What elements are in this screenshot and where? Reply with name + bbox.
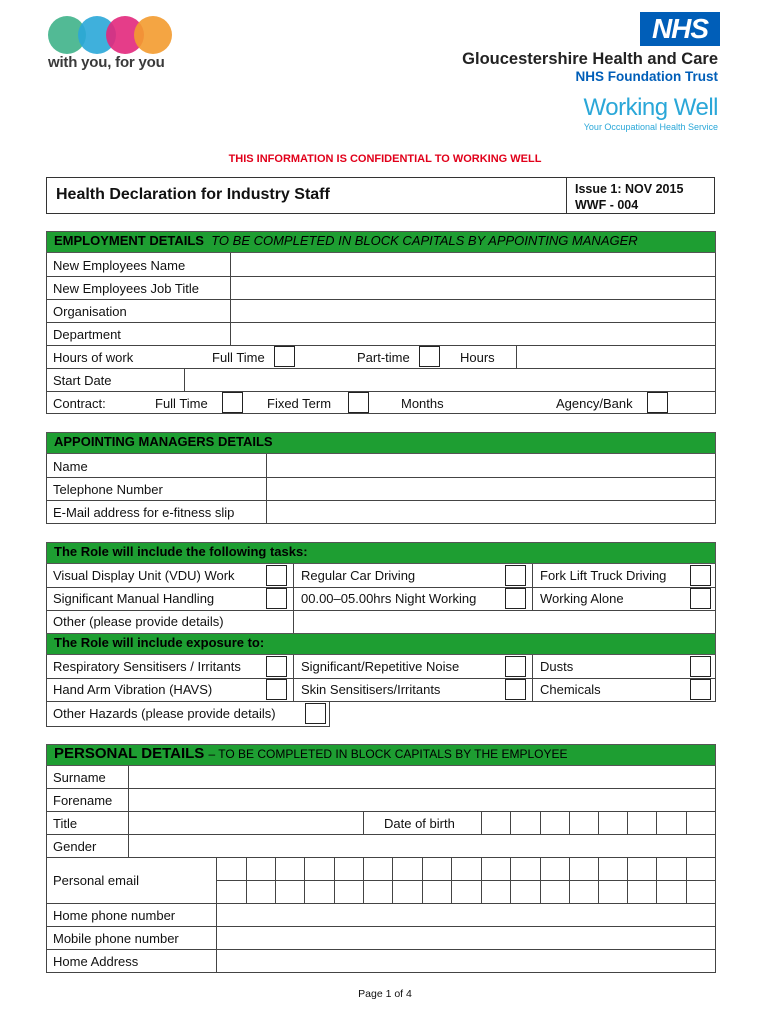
other-hazards-label: Other Hazards (please provide details): [53, 706, 276, 721]
personal-email-field[interactable]: [217, 858, 715, 903]
fixed-term-label: Fixed Term: [267, 396, 332, 411]
forklift-checkbox[interactable]: [690, 565, 711, 586]
other-tasks-label: Other (please provide details): [53, 614, 224, 629]
fixed-term-checkbox[interactable]: [348, 392, 369, 413]
hours-label: Hours: [460, 350, 495, 365]
noise-checkbox[interactable]: [505, 656, 526, 677]
dusts-label: Dusts: [540, 659, 574, 674]
manager-heading: APPOINTING MANAGERS DETAILS: [46, 432, 716, 454]
home-phone-field[interactable]: [217, 904, 715, 926]
home-address-label: Home Address: [53, 954, 139, 969]
months-label: Months: [401, 396, 444, 411]
new-employee-name-label: New Employees Name: [53, 258, 186, 273]
working-alone-label: Working Alone: [540, 591, 624, 606]
dob-field[interactable]: [482, 812, 715, 834]
skin-checkbox[interactable]: [505, 679, 526, 700]
manager-name-label: Name: [53, 459, 88, 474]
page-number: Page 1 of 4: [358, 988, 412, 1000]
forklift-label: Fork Lift Truck Driving: [540, 568, 667, 583]
vdu-checkbox[interactable]: [266, 565, 287, 586]
personal-heading: PERSONAL DETAILS – TO BE COMPLETED IN BLOCK CAPITALS BY THE EMPLOYEE: [46, 744, 716, 766]
manager-name-field[interactable]: [267, 455, 715, 477]
organisation-label: Organisation: [53, 304, 127, 319]
manual-handling-checkbox[interactable]: [266, 588, 287, 609]
job-title-field[interactable]: [231, 277, 715, 299]
home-phone-label: Home phone number: [53, 908, 176, 923]
surname-label: Surname: [53, 770, 106, 785]
org-name: Gloucestershire Health and Care: [462, 50, 718, 68]
hours-of-work-label: Hours of work: [53, 350, 134, 365]
night-working-label: 00.00–05.00hrs Night Working: [301, 591, 477, 606]
other-tasks-field[interactable]: [294, 611, 715, 633]
form-code: WWF - 004: [575, 198, 639, 212]
department-field[interactable]: [231, 323, 715, 345]
new-employee-name-field[interactable]: [231, 254, 715, 276]
vdu-label: Visual Display Unit (VDU) Work: [53, 568, 235, 583]
contract-full-time-checkbox[interactable]: [222, 392, 243, 413]
skin-label: Skin Sensitisers/Irritants: [301, 682, 441, 697]
forename-field[interactable]: [129, 789, 715, 811]
working-alone-checkbox[interactable]: [690, 588, 711, 609]
full-time-label: Full Time: [212, 350, 265, 365]
role-exposure-heading: The Role will include exposure to:: [46, 633, 716, 655]
form-title-box: [46, 177, 715, 214]
manual-handling-label: Significant Manual Handling: [53, 591, 215, 606]
manager-email-label: E-Mail address for e-fitness slip: [53, 505, 235, 520]
service-subtitle: Your Occupational Health Service: [583, 122, 718, 132]
issue-date: Issue 1: NOV 2015: [575, 182, 684, 196]
logo-circle-orange: [134, 16, 172, 54]
contract-label: Contract:: [53, 396, 106, 411]
confidential-notice: THIS INFORMATION IS CONFIDENTIAL TO WORKING WELL: [228, 153, 542, 165]
job-title-label: New Employees Job Title: [53, 281, 199, 296]
home-address-field[interactable]: [217, 950, 715, 972]
org-trust: NHS Foundation Trust: [575, 69, 718, 84]
organisation-field[interactable]: [231, 300, 715, 322]
logo-tagline: with you, for you: [48, 54, 165, 71]
chemicals-checkbox[interactable]: [690, 679, 711, 700]
start-date-field[interactable]: [185, 369, 715, 391]
dusts-checkbox[interactable]: [690, 656, 711, 677]
personal-email-label: Personal email: [53, 873, 139, 888]
noise-label: Significant/Repetitive Noise: [301, 659, 460, 674]
surname-field[interactable]: [129, 767, 715, 788]
agency-bank-checkbox[interactable]: [647, 392, 668, 413]
manager-phone-label: Telephone Number: [53, 482, 163, 497]
nhs-logo: NHS: [640, 12, 720, 46]
start-date-label: Start Date: [53, 373, 112, 388]
chemicals-label: Chemicals: [540, 682, 601, 697]
night-working-checkbox[interactable]: [505, 588, 526, 609]
manager-phone-field[interactable]: [267, 478, 715, 500]
part-time-label: Part-time: [357, 350, 410, 365]
department-label: Department: [53, 327, 121, 342]
title-label: Title: [53, 816, 78, 831]
respiratory-checkbox[interactable]: [266, 656, 287, 677]
dob-label: Date of birth: [384, 816, 455, 831]
car-driving-checkbox[interactable]: [505, 565, 526, 586]
contract-full-time-label: Full Time: [155, 396, 208, 411]
gender-field[interactable]: [129, 835, 715, 857]
havs-checkbox[interactable]: [266, 679, 287, 700]
form-issue: [575, 181, 683, 213]
employment-heading: EMPLOYMENT DETAILS TO BE COMPLETED IN BLOCK CAPITALS BY APPOINTING MANAGER: [46, 231, 716, 253]
form-title: Health Declaration for Industry Staff: [56, 186, 330, 203]
car-driving-label: Regular Car Driving: [301, 568, 416, 583]
respiratory-label: Respiratory Sensitisers / Irritants: [53, 659, 241, 674]
title-field[interactable]: [129, 812, 363, 834]
other-hazards-checkbox[interactable]: [305, 703, 326, 724]
agency-bank-label: Agency/Bank: [556, 396, 633, 411]
hours-field[interactable]: [517, 346, 715, 368]
manager-email-field[interactable]: [267, 501, 715, 523]
mobile-field[interactable]: [217, 927, 715, 949]
full-time-checkbox[interactable]: [274, 346, 295, 367]
service-logo: Working Well: [583, 94, 718, 121]
forename-label: Forename: [53, 793, 113, 808]
mobile-label: Mobile phone number: [53, 931, 179, 946]
role-tasks-heading: The Role will include the following tasks:: [46, 542, 716, 564]
havs-label: Hand Arm Vibration (HAVS): [53, 682, 213, 697]
gender-label: Gender: [53, 839, 97, 854]
part-time-checkbox[interactable]: [419, 346, 440, 367]
